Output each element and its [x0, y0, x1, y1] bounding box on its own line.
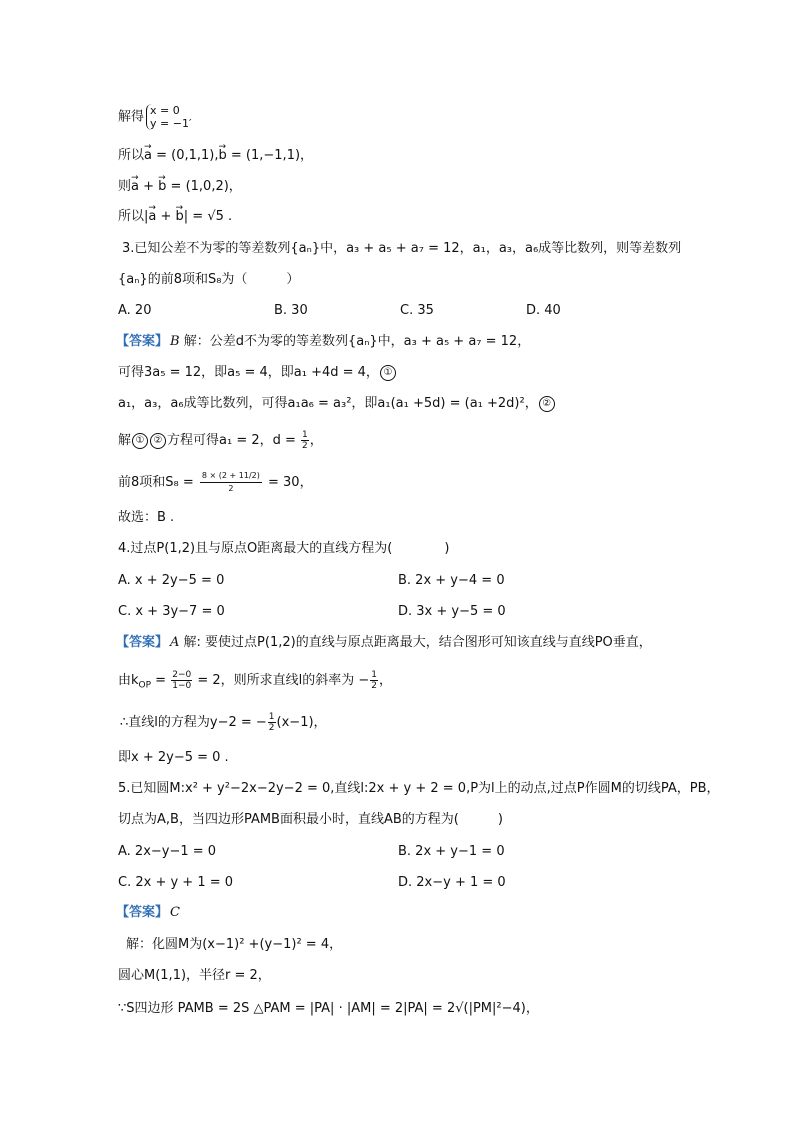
subscript: OP	[138, 680, 152, 691]
circled-number: ②	[539, 396, 555, 412]
q3-answer-line	[116, 333, 530, 351]
text: | = √5 .	[183, 209, 233, 224]
answer-label: 【答案】	[116, 334, 169, 349]
text: = 30，	[263, 475, 313, 490]
text: = (1,0,2)，	[166, 179, 242, 194]
q5-solution-line-2: 圆心M(1,1)，半径r = 2，	[118, 968, 271, 983]
text-jiede: 解得	[118, 109, 145, 125]
q3-option-a: A. 20	[118, 303, 152, 318]
text: 方程可得a₁ = 2，d =	[167, 433, 301, 448]
text: 前8项和S₈ =	[118, 475, 198, 490]
circled-number: ①	[380, 365, 396, 381]
q3-solution-line-5: 故选：B .	[118, 510, 175, 525]
q4-option-a: A. x + 2y−5 = 0	[118, 573, 225, 588]
fraction	[171, 670, 192, 691]
text: 所以|	[118, 209, 149, 224]
text: +	[138, 179, 159, 194]
vector-b: → b	[219, 147, 227, 165]
circled-number: ①	[132, 433, 148, 449]
q4-stem: 4.过点P(1,2)且与原点O距离最大的直线方程为( )	[118, 541, 450, 556]
case-brace	[146, 104, 191, 130]
denominator: 2	[268, 723, 275, 733]
fraction	[268, 712, 276, 733]
q3-option-c: C. 35	[400, 303, 434, 318]
q3-option-b: B. 30	[274, 303, 308, 318]
vector-a: → a	[131, 178, 139, 196]
numerator: 8 × (2 + 11/2)	[200, 470, 262, 483]
text: +	[156, 209, 176, 224]
denominator: 1−0	[172, 681, 192, 691]
q4-option-b: B. 2x + y−4 = 0	[398, 573, 505, 588]
numerator: 2−0	[172, 670, 192, 680]
solution-line-4	[118, 208, 232, 226]
text: ，	[379, 673, 393, 688]
text: = (1,−1,1)，	[226, 148, 314, 163]
solution-line-3	[118, 178, 242, 196]
vector-a: → a	[148, 208, 156, 226]
text: =	[151, 673, 171, 688]
case-mark: ′	[188, 117, 192, 130]
numerator: 1	[268, 712, 275, 722]
q4-solution-line-2	[120, 712, 327, 733]
denominator: 2	[371, 681, 378, 691]
q3-stem-line-1: 3.已知公差不为零的等差数列{aₙ}中，a₃ + a₅ + a₇ = 12，a₁，a₃，a₆成等比数列，则等差数列	[122, 241, 682, 256]
q3-stem-line-2: {aₙ}的前8项和S₈为（ ）	[118, 272, 300, 287]
q3-solution-line-2	[118, 395, 556, 413]
fraction	[370, 670, 378, 691]
q5-option-a: A. 2x−y−1 = 0	[118, 844, 217, 859]
text: 则	[118, 179, 132, 194]
solution-line-1	[118, 104, 191, 130]
answer-letter: C	[170, 905, 180, 920]
answer-letter: B	[170, 334, 180, 349]
answer-label: 【答案】	[116, 905, 169, 920]
text: 可得3a₅ = 12，即a₅ = 4，即a₁ +4d = 4，	[118, 365, 379, 380]
vector-a: → a	[144, 147, 152, 165]
solution-line-2	[118, 147, 313, 165]
text: a₁，a₃，a₆成等比数列，可得a₁a₆ = a₃²，即a₁(a₁ +5d) = (a₁ +2d)²，	[118, 396, 538, 411]
text: 解: 要使过点P(1,2)的直线与原点距离最大，结合图形可知该直线与直线PO垂直，	[179, 635, 652, 650]
q4-solution-line-1	[118, 670, 392, 695]
denominator: 2	[302, 441, 308, 451]
case-x: x = 0	[150, 104, 180, 117]
q3-solution-line-3	[118, 430, 323, 451]
circled-number: ②	[150, 433, 166, 449]
text: 由k	[118, 673, 139, 688]
q5-option-d: D. 2x−y + 1 = 0	[398, 875, 506, 890]
fraction	[301, 430, 309, 451]
vector-b: → b	[158, 178, 166, 196]
q4-solution-line-3: 即x + 2y−5 = 0 .	[118, 750, 229, 765]
answer-letter: A	[170, 635, 180, 650]
numerator: 1	[302, 430, 308, 440]
q5-option-c: C. 2x + y + 1 = 0	[118, 875, 234, 890]
q3-solution-line-1	[118, 364, 397, 382]
q4-option-c: C. x + 3y−7 = 0	[118, 604, 225, 619]
text: = (0,1,1),	[151, 148, 219, 163]
q5-answer-line	[116, 904, 180, 922]
q5-solution-line-3: ∵S四边形 PAMB = 2S △PAM = |PA| · |AM| = 2|PA| = 2√(|PM|²−4)，	[118, 1001, 539, 1016]
q3-solution-line-4	[118, 470, 313, 495]
text: = 2，则所求直线l的斜率为 −	[193, 673, 370, 688]
numerator: 1	[371, 670, 378, 680]
q4-answer-line	[116, 634, 652, 652]
q5-option-b: B. 2x + y−1 = 0	[398, 844, 505, 859]
text: 解	[118, 433, 132, 448]
text: (x−1)，	[276, 715, 327, 730]
text: ∴直线l的方程为y−2 = −	[120, 715, 267, 730]
q4-option-d: D. 3x + y−5 = 0	[398, 604, 506, 619]
q5-stem-line-1: 5.已知圆M:x² + y²−2x−2y−2 = 0,直线l:2x + y + 2 = 0,P为l上的动点,过点P作圆M的切线PA，PB，	[118, 781, 720, 796]
answer-label: 【答案】	[116, 635, 169, 650]
fraction	[200, 470, 262, 495]
q3-option-d: D. 40	[526, 303, 561, 318]
q5-stem-line-2: 切点为A,B，当四边形PAMB面积最小时，直线AB的方程为( )	[118, 812, 503, 827]
text: ，	[309, 433, 323, 448]
q5-solution-line-1: 解：化圆M为(x−1)² +(y−1)² = 4，	[126, 937, 343, 952]
denominator: 2	[228, 484, 234, 493]
case-y: y = −1	[150, 117, 189, 130]
text: 解：公差d不为零的等差数列{aₙ}中，a₃ + a₅ + a₇ = 12，	[179, 334, 531, 349]
vector-b: → b	[176, 208, 184, 226]
text: 所以	[118, 148, 145, 163]
